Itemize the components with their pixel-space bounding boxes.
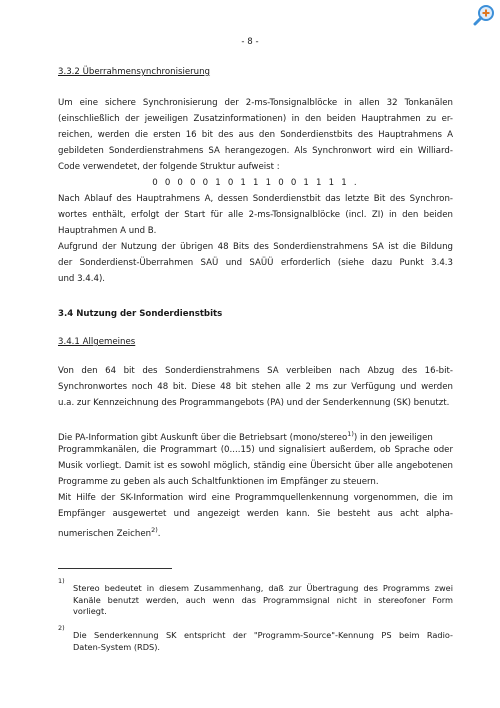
text-line: Von den 64 bit des Sonderdienstrahmens SA verbleiben nach Abzug des 16-bit-: [58, 366, 453, 376]
text-line: Empfänger ausgewertet und angezeigt werden kann. Sie besteht aus acht alpha-: [58, 509, 453, 519]
footnote-ref-1[interactable]: 1): [347, 430, 354, 438]
paragraph-general: [58, 363, 453, 411]
text-line: Aufgrund der Nutzung der übrigen 48 Bits des Sonderdienstrahmens SA ist die Bildung: [58, 242, 453, 252]
footnote-text: [73, 583, 453, 618]
text-line: Hauptrahmen A und B.: [58, 226, 157, 236]
text-run: .: [157, 529, 161, 539]
text-line: Musik vorliegt. Damit ist es sowohl möglich, ständig eine Übersicht über alle angebotenen: [58, 461, 453, 471]
page-number: - 8 -: [241, 37, 259, 47]
section-heading-34: 3.4 Nutzung der Sonderdienstbits: [58, 309, 223, 319]
text-line: [58, 522, 453, 538]
text-line: Daten-System (RDS).: [73, 641, 161, 652]
text-line: (einschließlich der jeweiligen Zusatzinformationen) in den beiden Hauptrahmen zu er-: [58, 114, 453, 124]
text-line: Nach Ablauf des Hauptrahmens A, dessen Sonderdienstbit das letzte Bit des Synchron-: [58, 194, 453, 204]
text-line: vorliegt.: [73, 606, 107, 616]
text-line: Mit Hilfe der SK-Information wird eine Programmquellenkennung vorgenommen, die im: [58, 493, 453, 503]
text-line: gebildeten Sonderdienstrahmens SA herangezogen. Als Synchronwort wird ein Williard-: [58, 146, 453, 156]
text-line: der Sonderdienst-Überrahmen SAÜ und SAÜÜ erforderlich (siehe dazu Punkt 3.4.3: [58, 258, 453, 268]
footnote-divider: [58, 568, 172, 569]
footnote-text: [73, 630, 453, 653]
section-heading-332: 3.3.2 Überrahmensynchronisierung: [58, 67, 211, 77]
text-run: ) in den jeweiligen: [353, 433, 433, 443]
text-line: wortes enthält, erfolgt der Start für alle 2-ms-Tonsignalblöcke (incl. ZI) in den beiden: [58, 210, 453, 220]
subsection-heading-341: 3.4.1 Allgemeines: [58, 337, 136, 347]
text-run: numerischen Zeichen: [58, 529, 152, 539]
text-run: Die PA-Information gibt Auskunft über die Betriebsart (mono/stereo: [58, 433, 348, 443]
text-line: Kanäle benutzt werden, auch wenn das Programmsignal nicht in stereofoner Form: [73, 594, 453, 605]
paragraph-pa-sk: [58, 426, 453, 538]
text-line: [58, 426, 453, 442]
zoom-in-icon[interactable]: [473, 4, 495, 26]
text-line: Synchronwortes noch 48 bit. Diese 48 bit stehen alle 2 ms zur Verfügung und werden: [58, 382, 453, 392]
text-line: u.a. zur Kennzeichnung des Programmangebots (PA) und der Senderkennung (SK) benutzt.: [58, 398, 450, 408]
text-line: Die Senderkennung SK entspricht der "Programm-Source"-Kennung PS beim Radio-: [73, 630, 453, 640]
text-line: Um eine sichere Synchronisierung der 2-ms-Tonsignalblöcke in allen 32 Tonkanälen: [58, 98, 453, 108]
paragraph-sync: [58, 95, 453, 287]
footnote-ref-2[interactable]: 2): [151, 526, 158, 534]
text-line: Programme zu geben als auch Schaltfunktionen im Empfänger zu steuern.: [58, 477, 379, 487]
text-line: und 3.4.4).: [58, 274, 106, 284]
footnote-mark: 2): [58, 624, 65, 632]
text-line: Programmkanälen, die Programmart (0....15) und signalisiert außerdem, ob Sprache oder: [58, 445, 453, 455]
text-line: reichen, werden die ersten 16 bit des aus den Sonderdienstbits des Hauptrahmens A: [58, 130, 453, 140]
text-line: Stereo bedeutet in diesem Zusammenhang, daß zur Übertragung des Programms zwei: [73, 583, 453, 593]
footnote-mark: 1): [58, 577, 65, 585]
sync-word: 0 0 0 0 0 1 0 1 1 1 0 0 1 1 1 1 .: [152, 178, 359, 188]
text-line: Code verwendetet, der folgende Struktur aufweist :: [58, 162, 280, 172]
